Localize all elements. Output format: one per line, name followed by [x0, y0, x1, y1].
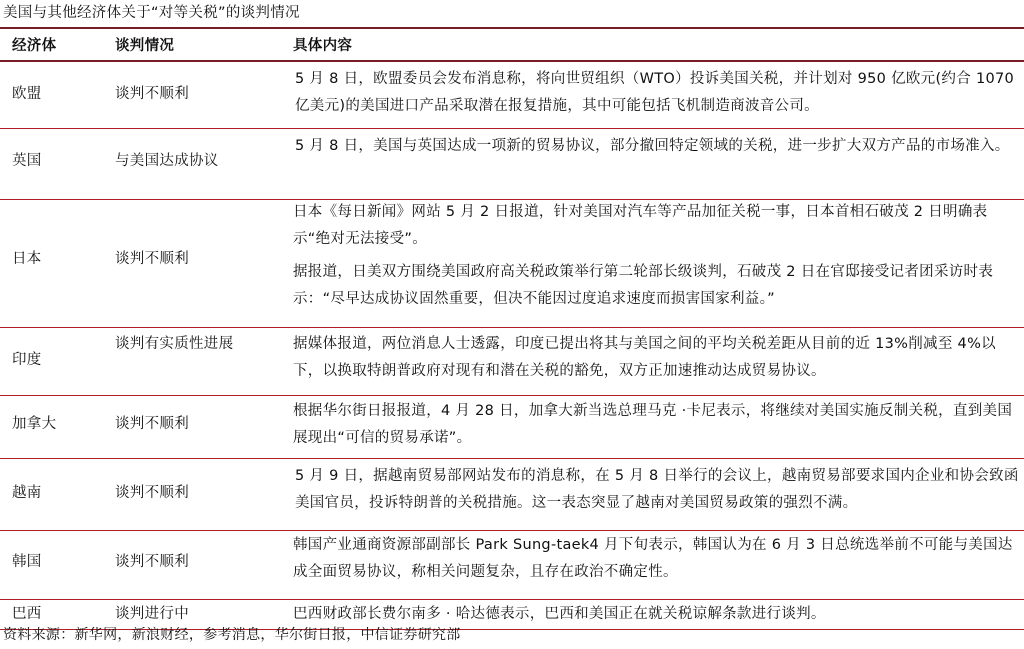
table-row-vietnam	[0, 459, 1024, 531]
cell-economy: 英国	[12, 153, 42, 169]
negotiation-table	[0, 27, 1024, 630]
cell-status: 谈判不顺利	[115, 554, 189, 570]
cell-content	[293, 331, 1018, 385]
header-content: 具体内容	[293, 38, 353, 54]
cell-status: 谈判不顺利	[115, 251, 189, 267]
cell-economy: 印度	[12, 352, 42, 368]
header-status: 谈判情况	[115, 38, 175, 54]
cell-content	[295, 463, 1020, 517]
cell-status: 谈判不顺利	[115, 416, 189, 432]
cell-content	[293, 398, 1018, 452]
cell-content	[293, 532, 1018, 586]
cell-content	[293, 601, 1018, 628]
table-title: 美国与其他经济体关于“对等关税”的谈判情况	[3, 5, 300, 21]
table-row-eu	[0, 62, 1024, 129]
content-paragraph: 巴西财政部长费尔南多 · 哈达德表示，巴西和美国正在就关税谅解条款进行谈判。	[293, 606, 826, 622]
cell-economy: 越南	[12, 485, 42, 501]
cell-status: 与美国达成协议	[115, 153, 219, 169]
content-paragraph: 5 月 8 日，欧盟委员会发布消息称，将向世贸组织（WTO）投诉美国关税，并计划对 950 亿欧元(约合 1070 亿美元)的美国进口产品采取潜在报复措施，其中可能包括飞机制造商波音公司。	[295, 71, 1015, 114]
content-paragraph: 据媒体报道，两位消息人士透露，印度已提出将其与美国之间的平均关税差距从目前的近 13%削减至 4%以下，以换取特朗普政府对现有和潜在关税的豁免，双方正加速推动达成贸易协议。	[293, 336, 996, 379]
cell-economy: 韩国	[12, 554, 42, 570]
content-paragraph: 据报道，日美双方围绕美国政府高关税政策举行第二轮部长级谈判，石破茂 2 日在官邸接受记者团采访时表示：“尽早达成协议固然重要，但决不能因过度追求速度而损害国家利益。”	[293, 264, 994, 307]
cell-economy: 加拿大	[12, 416, 57, 432]
cell-content	[293, 199, 1018, 313]
cell-status: 谈判有实质性进展	[115, 336, 234, 352]
table-row-korea	[0, 531, 1024, 600]
cell-economy: 日本	[12, 251, 42, 267]
cell-status: 谈判进行中	[115, 606, 189, 622]
table-header-row	[0, 29, 1024, 62]
content-paragraph: 5 月 8 日，美国与英国达成一项新的贸易协议，部分撤回特定领域的关税，进一步扩大双方产品的市场准入。	[295, 138, 1010, 154]
table-row-india	[0, 328, 1024, 396]
cell-content	[295, 66, 1020, 120]
content-paragraph: 根据华尔街日报报道，4 月 28 日，加拿大新当选总理马克 ·卡尼表示，将继续对美国实施反制关税，直到美国展现出“可信的贸易承诺”。	[293, 403, 1013, 446]
content-paragraph: 韩国产业通商资源部副部长 Park Sung-taek4 月下旬表示，韩国认为在 6 月 3 日总统选举前不可能与美国达成全面贸易协议，称相关问题复杂，且存在政治不确定性。	[293, 537, 1013, 580]
table-row-canada	[0, 396, 1024, 459]
table-row-uk	[0, 129, 1024, 200]
content-paragraph: 日本《每日新闻》网站 5 月 2 日报道，针对美国对汽车等产品加征关税一事，日本首相石破茂 2 日明确表示“绝对无法接受”。	[293, 204, 988, 247]
source-note: 资料来源：新华网，新浪财经，参考消息，华尔街日报，中信证券研究部	[3, 627, 461, 643]
cell-economy: 欧盟	[12, 86, 42, 102]
content-paragraph: 5 月 9 日，据越南贸易部网站发布的消息称，在 5 月 8 日举行的会议上，越南贸易部要求国内企业和协会致函美国官员，投诉特朗普的关税措施。这一表态突显了越南对美国贸易政策的强烈不满。	[295, 468, 1019, 511]
header-economy: 经济体	[12, 38, 57, 54]
cell-status: 谈判不顺利	[115, 485, 189, 501]
table-row-japan	[0, 200, 1024, 328]
cell-content	[295, 133, 1020, 160]
cell-status: 谈判不顺利	[115, 86, 189, 102]
cell-economy: 巴西	[12, 606, 42, 622]
